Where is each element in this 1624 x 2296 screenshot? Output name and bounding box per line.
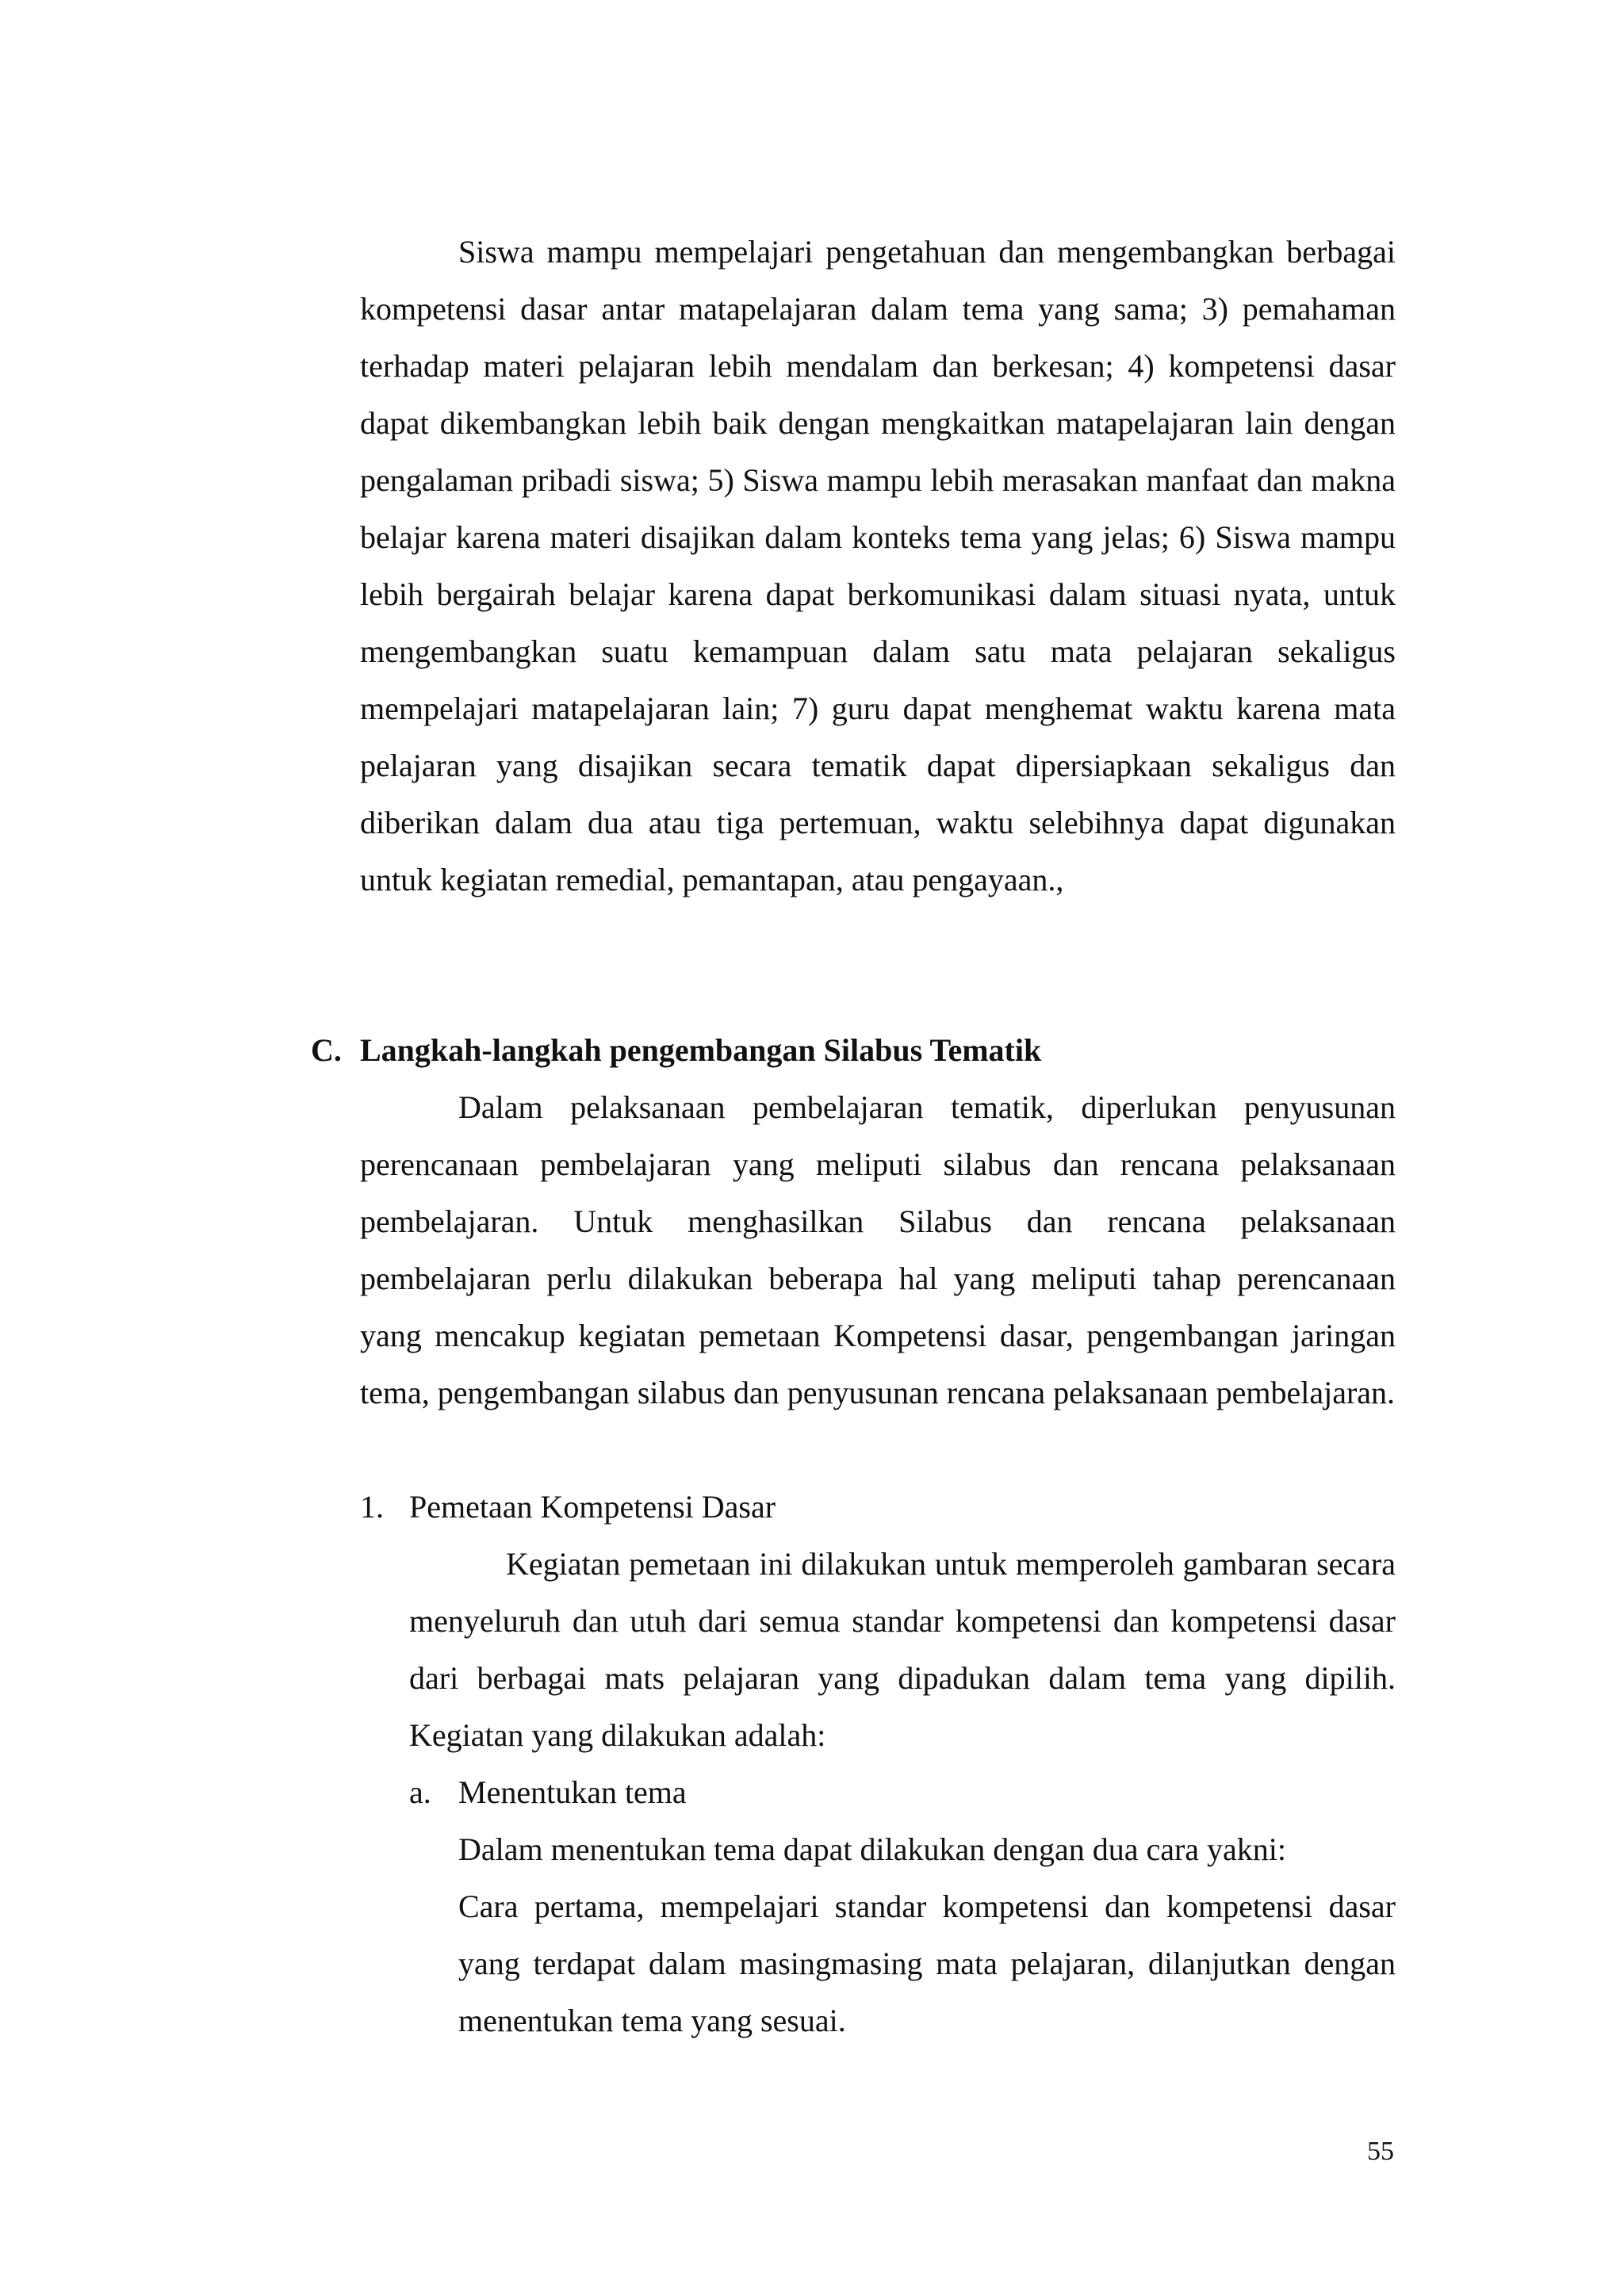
item-1-paragraph: Kegiatan pemetaan ini dilakukan untuk memperoleh gambaran secara menyeluruh dan utuh dari semua standar kompetensi dan kompetensi dasar dari berbagai mats pelajaran yang dipadukan dalam tema yang dipilih. Kegiatan yang dilakukan adalah: xyxy=(409,1546,1396,1753)
intro-paragraph: Siswa mampu mempelajari pengetahuan dan mengembangkan berbagai kompetensi dasar antar matapelajaran dalam tema yang sama; 3) pemahaman terhadap materi pelajaran lebih mendalam dan berkesan; 4) kompetensi dasar dapat dikembangkan lebih baik dengan mengkaitkan matapelajaran lain dengan pengalaman pribadi siswa; 5) Siswa mampu lebih merasakan manfaat dan makna belajar karena materi disajikan dalam konteks tema yang jelas; 6) Siswa mampu lebih bergairah belajar karena dapat berkomunikasi dalam situasi nyata, untuk mengembangkan suatu kemampuan dalam satu mata pelajaran sekaligus mempelajari matapelajaran lain; 7) guru dapat menghemat waktu karena mata pelajaran yang disajikan secara tematik dapat dipersiapkaan sekaligus dan diberikan dalam dua atau tiga pertemuan, waktu selebihnya dapat digunakan untuk kegiatan remedial, pemantapan, atau pengayaan., xyxy=(360,234,1396,897)
item-a-paragraph: Cara pertama, mempelajari standar kompetensi dan kompetensi dasar yang terdapat dalam masingmasing mata pelajaran, dilanjutkan dengan menentukan tema yang sesuai. xyxy=(458,1888,1396,2038)
item-1-marker: 1. xyxy=(360,1489,384,1525)
item-a-line-1: Dalam menentukan tema dapat dilakukan dengan dua cara yakni: xyxy=(458,1831,1287,1867)
section-c-marker: C. xyxy=(311,1032,342,1068)
item-a-marker: a. xyxy=(409,1774,431,1810)
section-c-paragraph: Dalam pelaksanaan pembelajaran tematik, diperlukan penyusunan perencanaan pembelajaran yang meliputi silabus dan rencana pelaksanaan pembelajaran. Untuk menghasilkan Silabus dan rencana pelaksanaan pembelajaran perlu dilakukan beberapa hal yang meliputi tahap perencanaan yang mencakup kegiatan pemetaan Kompetensi dasar, pengembangan jaringan tema, pengembangan silabus dan penyusunan rencana pelaksanaan pembelajaran. xyxy=(360,1089,1396,1410)
item-1-title: Pemetaan Kompetensi Dasar xyxy=(409,1489,776,1525)
item-a-title: Menentukan tema xyxy=(458,1774,687,1810)
page-number: 55 xyxy=(1367,2137,1394,2166)
section-c-title: Langkah-langkah pengembangan Silabus Tematik xyxy=(360,1032,1042,1068)
